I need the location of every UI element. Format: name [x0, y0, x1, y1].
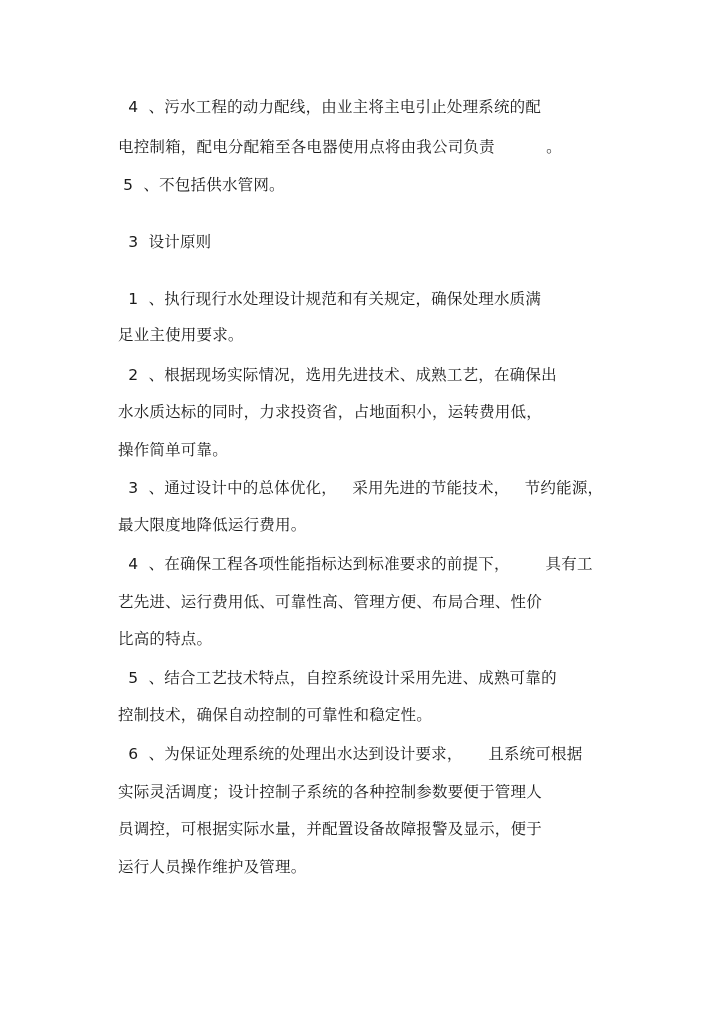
- text-line-2: 电控制箱，配电分配箱至各电器使用点将由我公司负责 。: [118, 138, 562, 156]
- text-line-12: 4 、在确保工程各项性能指标达到标准要求的前提下， 具有工: [118, 555, 593, 573]
- text-line-16: 控制技术，确保自动控制的可靠性和稳定性。: [118, 706, 433, 724]
- text-line-5: 1 、执行现行水处理设计规范和有关规定，确保处理水质满: [118, 290, 542, 308]
- text-line-9: 操作简单可靠。: [118, 441, 228, 459]
- text-line-8: 水水质达标的同时，力求投资省，占地面积小，运转费用低，: [118, 403, 542, 421]
- text-line-11: 最大限度地降低运行费用。: [118, 516, 307, 534]
- text-line-20: 运行人员操作维护及管理。: [118, 858, 307, 876]
- text-line-6: 足业主使用要求。: [118, 326, 244, 344]
- text-line-3: 5 、不包括供水管网。: [118, 176, 285, 194]
- text-line-17: 6 、为保证处理系统的处理出水达到设计要求， 且系统可根据: [118, 745, 583, 763]
- text-line-13: 艺先进、运行费用低、可靠性高、管理方便、布局合理、性价: [118, 593, 542, 611]
- text-line-15: 5 、结合工艺技术特点，自控系统设计采用先进、成熟可靠的: [118, 669, 557, 687]
- text-line-18: 实际灵活调度；设计控制子系统的各种控制参数要便于管理人: [118, 783, 542, 801]
- text-line-14: 比高的特点。: [118, 630, 213, 648]
- text-line-10: 3 、通过设计中的总体优化， 采用先进的节能技术， 节约能源，: [118, 479, 604, 497]
- section-heading: 3 设计原则: [118, 233, 212, 251]
- text-line-7: 2 、根据现场实际情况，选用先进技术、成熟工艺，在确保出: [118, 366, 557, 384]
- text-line-19: 员调控，可根据实际水量，并配置设备故障报警及显示，便于: [118, 820, 542, 838]
- text-line-1: 4 、污水工程的动力配线，由业主将主电引止处理系统的配: [118, 98, 542, 116]
